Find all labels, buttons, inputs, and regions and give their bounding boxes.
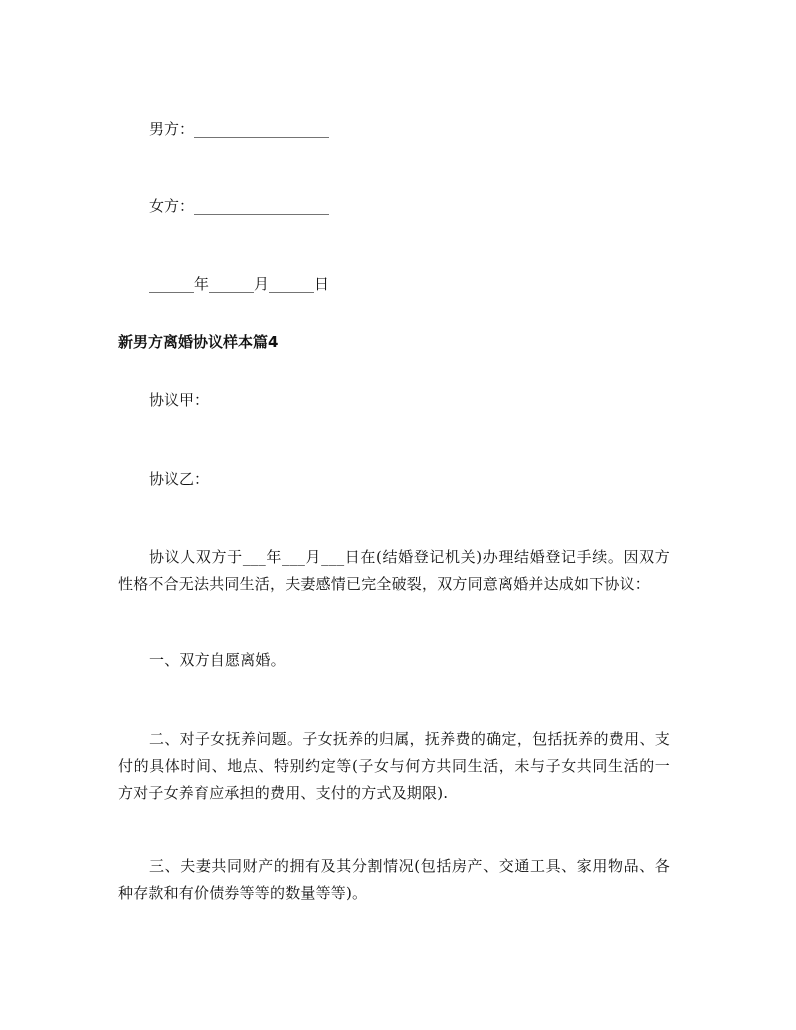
- clause-3-paragraph: 三、夫妻共同财产的拥有及其分割情况(包括房产、交通工具、家用物品、各种存款和有价债券等等的数量等等)。: [118, 857, 670, 902]
- clause-2-paragraph: 二、对子女抚养问题。子女抚养的归属，抚养费的确定，包括抚养的费用、支付的具体时间、地点、特别约定等(子女与何方共同生活，未与子女共同生活的一方对子女养育应承担的费用、支付的方式及期限).: [118, 730, 670, 802]
- section-heading: 新男方离婚协议样本篇4: [118, 333, 279, 351]
- clause-1-paragraph: 一、双方自愿离婚。: [149, 651, 286, 669]
- male-signature-line: 男方：__________________: [149, 120, 330, 138]
- party-a-label: 协议甲：: [149, 391, 210, 409]
- intro-paragraph: 协议人双方于___年___月___日在(结婚登记机关)办理结婚登记手续。因双方性格不合无法共同生活，夫妻感情已完全破裂，双方同意离婚并达成如下协议：: [118, 548, 670, 593]
- party-b-label: 协议乙：: [149, 470, 210, 488]
- date-line: ______年______月______日: [149, 275, 330, 293]
- female-signature-line: 女方：__________________: [149, 197, 330, 215]
